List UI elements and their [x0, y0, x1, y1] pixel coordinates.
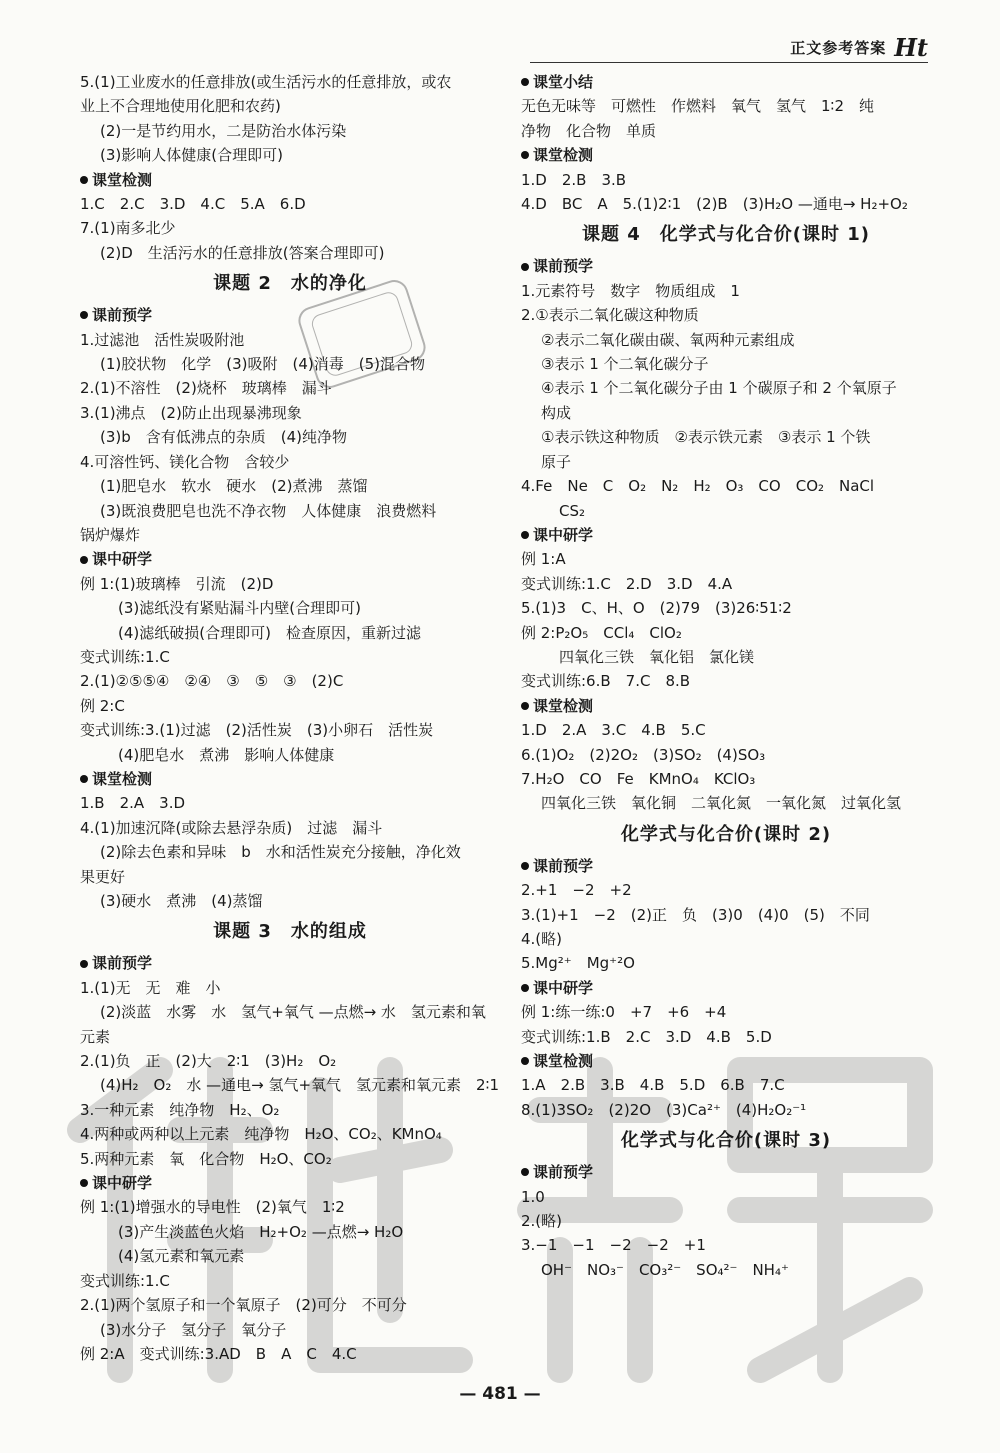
answer-line: (3)滤纸没有紧贴漏斗内壁(合理即可) — [118, 599, 361, 618]
header-title: 正文参考答案 — [790, 38, 887, 57]
page-number: — 481 — — [459, 1384, 541, 1404]
answer-line: 2.(1)两个氢原子和一个氧原子 (2)可分 不可分 — [80, 1296, 407, 1315]
section-heading — [521, 694, 931, 718]
section-heading — [80, 547, 500, 571]
answer-line: (3)既浪费肥皂也洗不净衣物 人体健康 浪费燃料 — [100, 501, 437, 520]
bullet-icon — [80, 1179, 88, 1187]
right-column — [521, 70, 931, 1282]
answer-line: (4)氢元素和氧元素 — [118, 1247, 245, 1266]
answer-line: 2.(1)负 正 (2)大 2∶1 (3)H₂ O₂ — [80, 1052, 337, 1071]
answer-line: 例 1:(1)增强水的导电性 (2)氧气 1∶2 — [80, 1198, 345, 1217]
section-heading-label: 课前预学 — [533, 856, 594, 875]
section-heading-label: 课堂检测 — [92, 170, 153, 189]
answer-line: 4.(略) — [521, 930, 563, 948]
answer-line: ②表示二氧化碳由碳、氧两种元素组成 — [541, 330, 795, 349]
bullet-icon — [80, 176, 88, 184]
answer-line: (2)除去色素和异味 b 水和活性炭充分接触，净化效 — [100, 843, 461, 862]
topic-title: 化学式与化合价(课时 2) — [620, 823, 832, 845]
answer-line: (3)产生淡蓝色火焰 H₂+O₂ —点燃→ H₂O — [118, 1222, 404, 1241]
answer-line: 例 1:(1)玻璃棒 引流 (2)D — [80, 574, 274, 593]
answer-line: 7.H₂O CO Fe KMnO₄ KClO₃ — [521, 769, 756, 788]
answer-line: (2)D 生活污水的任意排放(答案合理即可) — [100, 243, 385, 262]
answer-line: 四氧化三铁 氧化铝 氯化镁 — [559, 647, 755, 666]
answer-line: 2.(略) — [521, 1212, 563, 1231]
bullet-icon — [521, 1168, 529, 1176]
logo-icon: Ht — [894, 32, 928, 62]
answer-line: 1.元素符号 数字 物质组成 1 — [521, 281, 740, 300]
bullet-icon — [521, 263, 529, 271]
section-heading — [521, 1049, 931, 1073]
section-heading-label: 课中研学 — [533, 525, 594, 544]
left-column — [80, 70, 500, 1366]
section-heading — [521, 143, 931, 167]
section-heading-label: 课前预学 — [92, 954, 153, 973]
topic-title: 课题 2 水的净化 — [213, 273, 367, 295]
answer-line: 变式训练:1.C — [80, 1271, 170, 1290]
answer-line: 净物 化合物 单质 — [521, 121, 657, 140]
answer-line: OH⁻ NO₃⁻ CO₃²⁻ SO₄²⁻ NH₄⁺ — [541, 1260, 789, 1279]
answer-line: 变式训练:1.C — [80, 647, 170, 666]
answer-line: (2)淡蓝 水雾 水 氢气+氧气 —点燃→ 水 氢元素和氧 — [100, 1003, 486, 1022]
answer-line: 4.(1)加速沉降(或除去悬浮杂质) 过滤 漏斗 — [80, 818, 383, 837]
answer-line: 1.过滤池 活性炭吸附池 — [80, 330, 245, 349]
bullet-icon — [521, 702, 529, 710]
header-rule — [530, 62, 928, 63]
answer-line: 3.(1)+1 −2 (2)正 负 (3)0 (4)0 (5) 不同 — [521, 905, 870, 924]
answer-line: 7.(1)南多北少 — [80, 219, 176, 238]
answer-line: 3.一种元素 纯净物 H₂、O₂ — [80, 1100, 280, 1119]
topic-title: 课题 3 水的组成 — [213, 921, 367, 943]
topic-title: 化学式与化合价(课时 3) — [620, 1130, 832, 1152]
section-heading — [80, 767, 500, 791]
answer-line: 6.(1)O₂ (2)2O₂ (3)SO₂ (4)SO₃ — [521, 745, 766, 764]
answer-line: 例 2:P₂O₅ CCl₄ ClO₂ — [521, 623, 682, 642]
answer-line: 3.−1 −1 −2 −2 +1 — [521, 1236, 706, 1255]
answer-line: 8.(1)3SO₂ (2)2O (3)Ca²⁺ (4)H₂O₂⁻¹ — [521, 1100, 807, 1119]
bullet-icon — [521, 151, 529, 159]
answer-line: 变式训练:3.(1)过滤 (2)活性炭 (3)小卵石 活性炭 — [80, 721, 434, 740]
section-heading-label: 课中研学 — [92, 550, 153, 569]
answer-line: 四氧化三铁 氧化铜 二氧化氮 一氧化氮 过氧化氢 — [541, 794, 902, 813]
section-heading-label: 课堂检测 — [533, 1052, 594, 1071]
bullet-icon — [521, 862, 529, 870]
bullet-icon — [521, 1057, 529, 1065]
section-heading — [521, 70, 931, 94]
answer-line: 果更好 — [80, 867, 126, 886]
section-heading — [521, 854, 931, 878]
bullet-icon — [80, 556, 88, 564]
answer-line: 1.D 2.B 3.B — [521, 170, 627, 189]
section-heading — [80, 303, 500, 327]
bullet-icon — [80, 311, 88, 319]
section-heading-label: 课堂检测 — [533, 146, 594, 165]
answer-line: 例 1:练一练:0 +7 +6 +4 — [521, 1003, 727, 1022]
answer-line: 1.0 — [521, 1187, 545, 1206]
answer-line: 例 2:A 变式训练:3.AD B A C 4.C — [80, 1344, 357, 1363]
answer-line: 4.两种或两种以上元素 纯净物 H₂O、CO₂、KMnO₄ — [80, 1125, 442, 1144]
answer-line: (2)一是节约用水，二是防治水体污染 — [100, 121, 347, 140]
section-heading — [80, 951, 500, 975]
answer-line: 5.Mg²⁺ Mg⁺²O — [521, 954, 635, 973]
answer-line: 2.+1 −2 +2 — [521, 881, 632, 900]
answer-line: 业上不合理地使用化肥和农药) — [80, 97, 281, 116]
answer-line: (3)硬水 煮沸 (4)蒸馏 — [100, 892, 263, 910]
answer-line: (1)肥皂水 软水 硬水 (2)煮沸 蒸馏 — [100, 477, 368, 496]
answer-line: 1.D 2.A 3.C 4.B 5.C — [521, 721, 706, 740]
answer-line: (1)胶状物 化学 (3)吸附 (4)消毒 (5)混合物 — [100, 355, 425, 374]
section-heading — [521, 1160, 931, 1184]
answer-line: 无色无味等 可燃性 作燃料 氧气 氢气 1∶2 纯 — [521, 97, 874, 116]
answer-line: (4)H₂ O₂ 水 —通电→ 氢气+氧气 氢元素和氧元素 2∶1 — [100, 1076, 500, 1095]
answer-line: 4.可溶性钙、镁化合物 含较少 — [80, 452, 290, 471]
answer-line: 4.Fe Ne C O₂ N₂ H₂ O₃ CO CO₂ NaCl — [521, 477, 875, 496]
section-heading — [521, 523, 931, 547]
answer-line: ①表示铁这种物质 ②表示铁元素 ③表示 1 个铁 — [541, 428, 871, 447]
answer-line: (4)滤纸破损(合理即可) 检查原因，重新过滤 — [118, 623, 421, 642]
bullet-icon — [521, 78, 529, 86]
bullet-icon — [521, 984, 529, 992]
answer-line: (4)肥皂水 煮沸 影响人体健康 — [118, 745, 335, 764]
page-header — [790, 32, 928, 62]
answer-line: 例 1:A — [521, 550, 566, 569]
answer-line: 2.①表示二氧化碳这种物质 — [521, 306, 699, 325]
answer-line: ④表示 1 个二氧化碳分子由 1 个碳原子和 2 个氧原子 — [541, 379, 897, 398]
answer-line: (3)水分子 氢分子 氧分子 — [100, 1320, 287, 1339]
bullet-icon — [80, 960, 88, 968]
section-heading-label: 课堂检测 — [92, 769, 153, 788]
section-heading — [80, 1171, 500, 1195]
section-heading-label: 课前预学 — [92, 306, 153, 325]
topic-title: 课题 4 化学式与化合价(课时 1) — [581, 224, 871, 246]
answer-line: 变式训练:1.C 2.D 3.D 4.A — [521, 574, 733, 593]
answer-line: 5.(1)工业废水的任意排放(或生活污水的任意排放，或农 — [80, 73, 452, 91]
answer-line: 原子 — [541, 452, 572, 471]
answer-line: 5.两种元素 氧 化合物 H₂O、CO₂ — [80, 1149, 332, 1168]
answer-line: 元素 — [80, 1027, 111, 1046]
answer-line: ③表示 1 个二氧化碳分子 — [541, 355, 709, 374]
answer-line: 2.(1)②⑤⑤④ ②④ ③ ⑤ ③ (2)C — [80, 672, 344, 691]
answer-line: CS₂ — [559, 501, 586, 520]
section-heading — [521, 976, 931, 1000]
answer-line: (3)影响人体健康(合理即可) — [100, 146, 283, 165]
section-heading-label: 课堂检测 — [533, 696, 594, 715]
section-heading-label: 课前预学 — [533, 257, 594, 276]
answer-line: 1.B 2.A 3.D — [80, 794, 186, 813]
answer-line: 1.A 2.B 3.B 4.B 5.D 6.B 7.C — [521, 1076, 785, 1095]
section-heading-label: 课中研学 — [533, 978, 594, 997]
section-heading — [521, 254, 931, 278]
bullet-icon — [80, 775, 88, 783]
section-heading — [80, 168, 500, 192]
answer-line: 2.(1)不溶性 (2)烧杯 玻璃棒 漏斗 — [80, 379, 332, 398]
answer-line: 变式训练:1.B 2.C 3.D 4.B 5.D — [521, 1027, 772, 1046]
answer-line: 5.(1)3 C、H、O (2)79 (3)26∶51∶2 — [521, 599, 792, 618]
answer-line: (3)b 含有低沸点的杂质 (4)纯净物 — [100, 428, 348, 447]
answer-line: 4.D BC A 5.(1)2∶1 (2)B (3)H₂O —通电→ H₂+O₂ — [521, 195, 908, 214]
section-heading-label: 课中研学 — [92, 1174, 153, 1193]
section-heading-label: 课堂小结 — [533, 73, 594, 91]
bullet-icon — [521, 531, 529, 539]
answer-line: 例 2:C — [80, 696, 125, 715]
answer-line: 变式训练:6.B 7.C 8.B — [521, 672, 691, 691]
answer-line: 构成 — [541, 403, 572, 422]
section-heading-label: 课前预学 — [533, 1163, 594, 1182]
answer-line: 锅炉爆炸 — [80, 525, 141, 544]
answer-line: 3.(1)沸点 (2)防止出现暴沸现象 — [80, 403, 302, 422]
answer-line: 1.(1)无 无 难 小 — [80, 978, 221, 997]
answer-line: 1.C 2.C 3.D 4.C 5.A 6.D — [80, 195, 306, 214]
